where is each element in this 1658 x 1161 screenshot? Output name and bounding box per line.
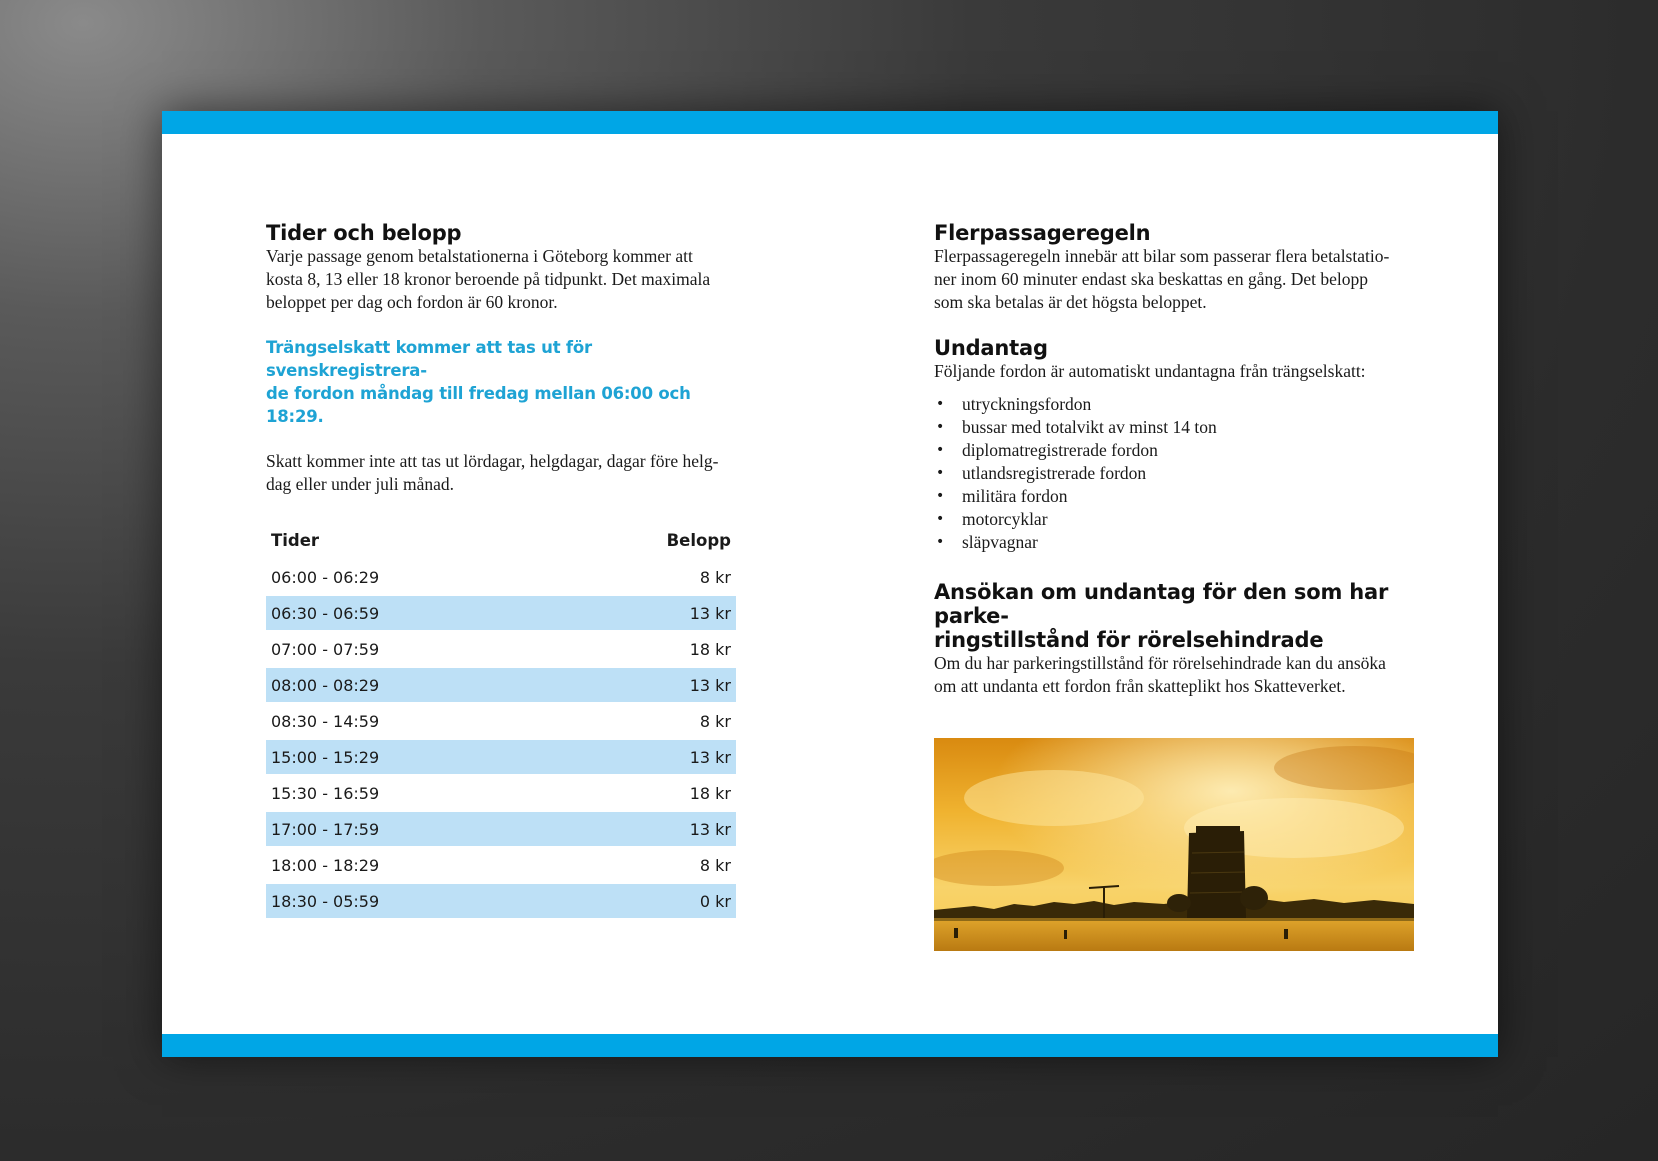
table-row xyxy=(266,775,736,811)
time-cell: 18:30 - 05:59 xyxy=(266,883,554,918)
list-item: • utryckningsfordon xyxy=(936,394,1092,414)
exemptions-list xyxy=(934,393,1420,554)
list-item: • bussar med totalvikt av minst 14 ton xyxy=(936,417,1217,437)
column-header-amount: Belopp xyxy=(666,530,731,550)
multi-passage-heading: Flerpassageregeln xyxy=(934,221,1151,245)
multi-passage-paragraph: Flerpassageregeln innebär att bilar som passerar flera betalstatio- ner inom 60 minuter endast ska beskattas en gång. Det belopp som ska betalas är det högsta beloppet. xyxy=(934,246,1390,312)
amount-cell: 13 kr xyxy=(554,739,736,775)
time-cell: 08:00 - 08:29 xyxy=(266,667,554,703)
time-cell: 15:30 - 16:59 xyxy=(266,775,554,811)
time-cell: 08:30 - 14:59 xyxy=(266,703,554,739)
amount-cell: 8 kr xyxy=(554,703,736,739)
amount-cell: 8 kr xyxy=(554,847,736,883)
time-cell: 06:30 - 06:59 xyxy=(266,595,554,631)
bullet-icon: • xyxy=(936,396,945,412)
rates-table xyxy=(266,522,736,918)
list-item: • motorcyklar xyxy=(936,509,1048,529)
left-column xyxy=(266,221,740,918)
list-item: • släpvagnar xyxy=(936,532,1038,552)
right-column xyxy=(934,221,1420,951)
top-accent-bar xyxy=(162,111,1498,134)
amount-cell: 13 kr xyxy=(554,811,736,847)
amount-cell: 0 kr xyxy=(554,883,736,918)
column-header-time: Tider xyxy=(271,530,320,550)
amount-cell: 18 kr xyxy=(554,775,736,811)
table-row xyxy=(266,631,736,667)
table-row xyxy=(266,739,736,775)
times-heading: Tider och belopp xyxy=(266,221,462,245)
schedule-highlight: Trängselskatt kommer att tas ut för svenskregistrera- de fordon måndag till fredag mellan 06:00 och 18:29. xyxy=(266,338,691,426)
table-header-row xyxy=(266,522,736,559)
time-cell: 15:00 - 15:29 xyxy=(266,739,554,775)
gasometer-skyline-photo xyxy=(934,738,1414,951)
brochure-spread xyxy=(162,111,1498,1057)
table-row xyxy=(266,883,736,918)
time-cell: 07:00 - 07:59 xyxy=(266,631,554,667)
application-heading: Ansökan om undantag för den som har parke- ringstillstånd för rörelsehindrade xyxy=(934,580,1389,652)
amount-cell: 8 kr xyxy=(554,559,736,595)
bottom-accent-bar xyxy=(162,1034,1498,1057)
intro-paragraph: Varje passage genom betalstationerna i Göteborg kommer att kosta 8, 13 eller 18 kronor beroende på tidpunkt. Det maximala beloppet per dag och fordon är 60 kronor. xyxy=(266,246,711,312)
application-paragraph: Om du har parkeringstillstånd för rörelsehindrade kan du ansöka om att undanta ett fordon från skatteplikt hos Skatteverket. xyxy=(934,653,1386,696)
amount-cell: 13 kr xyxy=(554,595,736,631)
bullet-icon: • xyxy=(936,534,945,550)
table-row xyxy=(266,847,736,883)
table-row xyxy=(266,811,736,847)
exemptions-heading: Undantag xyxy=(934,336,1048,360)
bullet-icon: • xyxy=(936,511,945,527)
exception-note: Skatt kommer inte att tas ut lördagar, helgdagar, dagar före helg- dag eller under juli månad. xyxy=(266,451,719,494)
amount-cell: 13 kr xyxy=(554,667,736,703)
table-row xyxy=(266,595,736,631)
bullet-icon: • xyxy=(936,488,945,504)
exemptions-intro: Följande fordon är automatiskt undantagna från trängselskatt: xyxy=(934,361,1366,381)
list-item: • diplomatregistrerade fordon xyxy=(936,440,1158,460)
list-item: • utlandsregistrerade fordon xyxy=(936,463,1147,483)
table-row xyxy=(266,559,736,595)
list-item: • militära fordon xyxy=(936,486,1068,506)
time-cell: 17:00 - 17:59 xyxy=(266,811,554,847)
table-row xyxy=(266,667,736,703)
time-cell: 18:00 - 18:29 xyxy=(266,847,554,883)
bullet-icon: • xyxy=(936,465,945,481)
bullet-icon: • xyxy=(936,442,945,458)
bullet-icon: • xyxy=(936,419,945,435)
time-cell: 06:00 - 06:29 xyxy=(266,559,554,595)
table-row xyxy=(266,703,736,739)
amount-cell: 18 kr xyxy=(554,631,736,667)
